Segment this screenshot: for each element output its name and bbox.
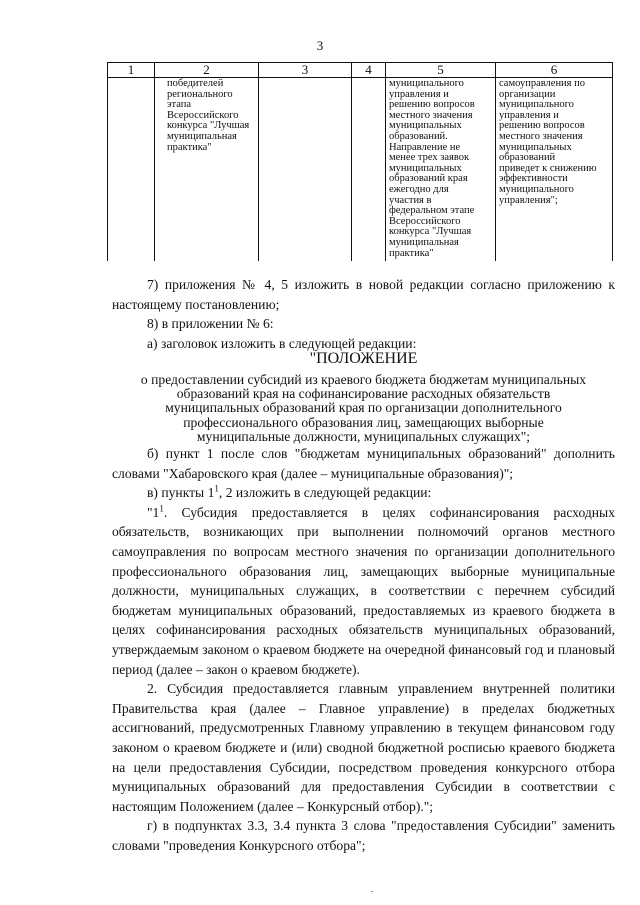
col-header-5: 5: [386, 63, 496, 78]
cell-line: муниципального: [389, 78, 464, 89]
cell-line: Всероссийского: [389, 215, 461, 227]
cell-line: образований края: [389, 173, 468, 185]
cell-line: регионального: [167, 88, 233, 100]
item-8v-paragraph: [112, 483, 615, 503]
cell-col6: [496, 78, 613, 262]
item-8b-paragraph: б) пункт 1 после слов "бюджетам муниципальных образований" дополнить словами "Хабаровского края (далее – муниципальные образования)";: [112, 446, 615, 481]
subheading-line: муниципальных образований края по организации дополнительного: [165, 400, 562, 416]
cell-line: образований.: [389, 130, 448, 142]
cell-line: приведет к снижению: [499, 162, 597, 174]
cell-line: муниципальная: [167, 130, 237, 142]
item-8v-text-end: , 2 изложить в следующей редакции:: [218, 485, 432, 501]
cell-line: Направление не: [389, 141, 461, 153]
cell-col1: [108, 78, 155, 262]
table-row: [108, 78, 613, 262]
cell-line: решению вопросов: [389, 99, 475, 111]
amendments-block-1: [112, 275, 615, 353]
point-1-1-number: "1: [147, 504, 160, 520]
regulation-heading: "ПОЛОЖЕНИЕ: [309, 350, 418, 367]
item-7-paragraph: 7) приложения № 4, 5 изложить в новой редакции согласно приложению к настоящему постановлению;: [112, 277, 615, 312]
item-8g-paragraph: г) в подпунктах 3.3, 3.4 пункта 3 слова "предоставления Субсидии" заменить словами "проведения Конкурсного отбора";: [112, 818, 615, 853]
cell-line: муниципальная: [389, 236, 459, 248]
page-number: 3: [316, 38, 324, 53]
cell-line: победителей: [167, 78, 224, 89]
amendments-block-2: [112, 444, 615, 855]
col-header-1: 1: [108, 63, 155, 78]
cell-line: муниципального: [499, 99, 574, 111]
cell-col4: [352, 78, 386, 262]
point-1-1-paragraph: [112, 503, 615, 679]
col-header-2: 2: [155, 63, 259, 78]
cell-line: федеральном этапе: [389, 205, 475, 217]
cell-line: практика": [389, 247, 434, 259]
subheading-line: муниципальные должности, муниципальных служащих";: [196, 428, 531, 444]
cell-col3: [259, 78, 352, 262]
subheading-line: о предоставлении субсидий из краевого бюджета бюджетам муниципальных: [140, 372, 587, 387]
cell-line: участия в: [389, 194, 432, 206]
cell-line: местного значения: [389, 109, 473, 121]
point-1-1-superscript: 1: [159, 503, 164, 514]
cell-line: муниципального: [499, 183, 574, 195]
cell-line: эффективности: [499, 173, 568, 185]
cell-line: муниципальных: [389, 120, 462, 132]
cell-line: управления и: [389, 88, 449, 100]
cell-line: местного значения: [499, 130, 583, 142]
footer-mark: .: [371, 884, 374, 894]
cell-line: образований: [499, 152, 556, 164]
cell-line: конкурса "Лучшая: [167, 120, 250, 132]
col-header-6: 6: [496, 63, 613, 78]
cell-line: управления и: [499, 109, 559, 121]
cell-line: решению вопросов: [499, 120, 585, 132]
col-header-4: 4: [352, 63, 386, 78]
item-8v-text: в) пункты 1: [147, 485, 215, 501]
cell-line: муниципальных: [499, 141, 572, 153]
cell-line: ежегодно для: [389, 183, 449, 195]
cell-line: Всероссийского: [167, 109, 239, 121]
point-2-paragraph: 2. Субсидия предоставляется главным управлением внутренней политики Правительства края (далее – Главное управление) в пределах бюджетных ассигнований, предусмотренных Главному управлению в текущем финансовом году законом о краевом бюджете и (или) сводной бюджетной росписью краевого бюджета на цели предоставления Субсидии, посредством проведения конкурсного отбора муниципальных образований для предоставления Субсидии в соответствии с настоящим Положением (далее – Конкурсный отбор).";: [112, 681, 615, 814]
point-1-1-text: . Субсидия предоставляется в целях софинансирования расходных обязательств, возникающих при выполнении полномочий органов местного самоуправления по вопросам местного значения по организации дополнительного профессионального образования лиц, замещающих выборные муниципальные должности, муниципальных служащих, в соответствии с перечнем субсидий бюджетам муниципальных образований, предоставляемых из краевого бюджета в целях софинансирования расходных обязательств муниципальных образований, утверждаемым законом о краевом бюджете на очередной финансовый год и плановый период (далее – закон о краевом бюджете).: [112, 504, 615, 677]
continuation-table: [107, 62, 613, 261]
item-8a-paragraph: а) заголовок изложить в следующей редакции:: [147, 335, 417, 351]
cell-line: этапа: [167, 99, 192, 111]
cell-line: организации: [499, 88, 556, 100]
cell-line: самоуправления по: [499, 78, 586, 89]
cell-line: муниципальных: [389, 162, 462, 174]
cell-col2: [155, 78, 259, 262]
subheading-line: образований края на софинансирование расходных обязательств: [176, 386, 551, 402]
item-8-paragraph: 8) в приложении № 6:: [147, 316, 274, 332]
regulation-subheading: [112, 373, 615, 444]
col-header-3: 3: [259, 63, 352, 78]
subheading-line: профессионального образования лиц, замещающих выборные: [183, 414, 544, 430]
table-header-row: [108, 63, 613, 78]
cell-line: конкурса "Лучшая: [389, 226, 472, 238]
cell-line: управления";: [499, 194, 558, 206]
cell-line: практика": [167, 141, 212, 153]
cell-line: менее трех заявок: [389, 152, 470, 164]
cell-col5: [386, 78, 496, 262]
item-8v-superscript: 1: [214, 483, 219, 494]
